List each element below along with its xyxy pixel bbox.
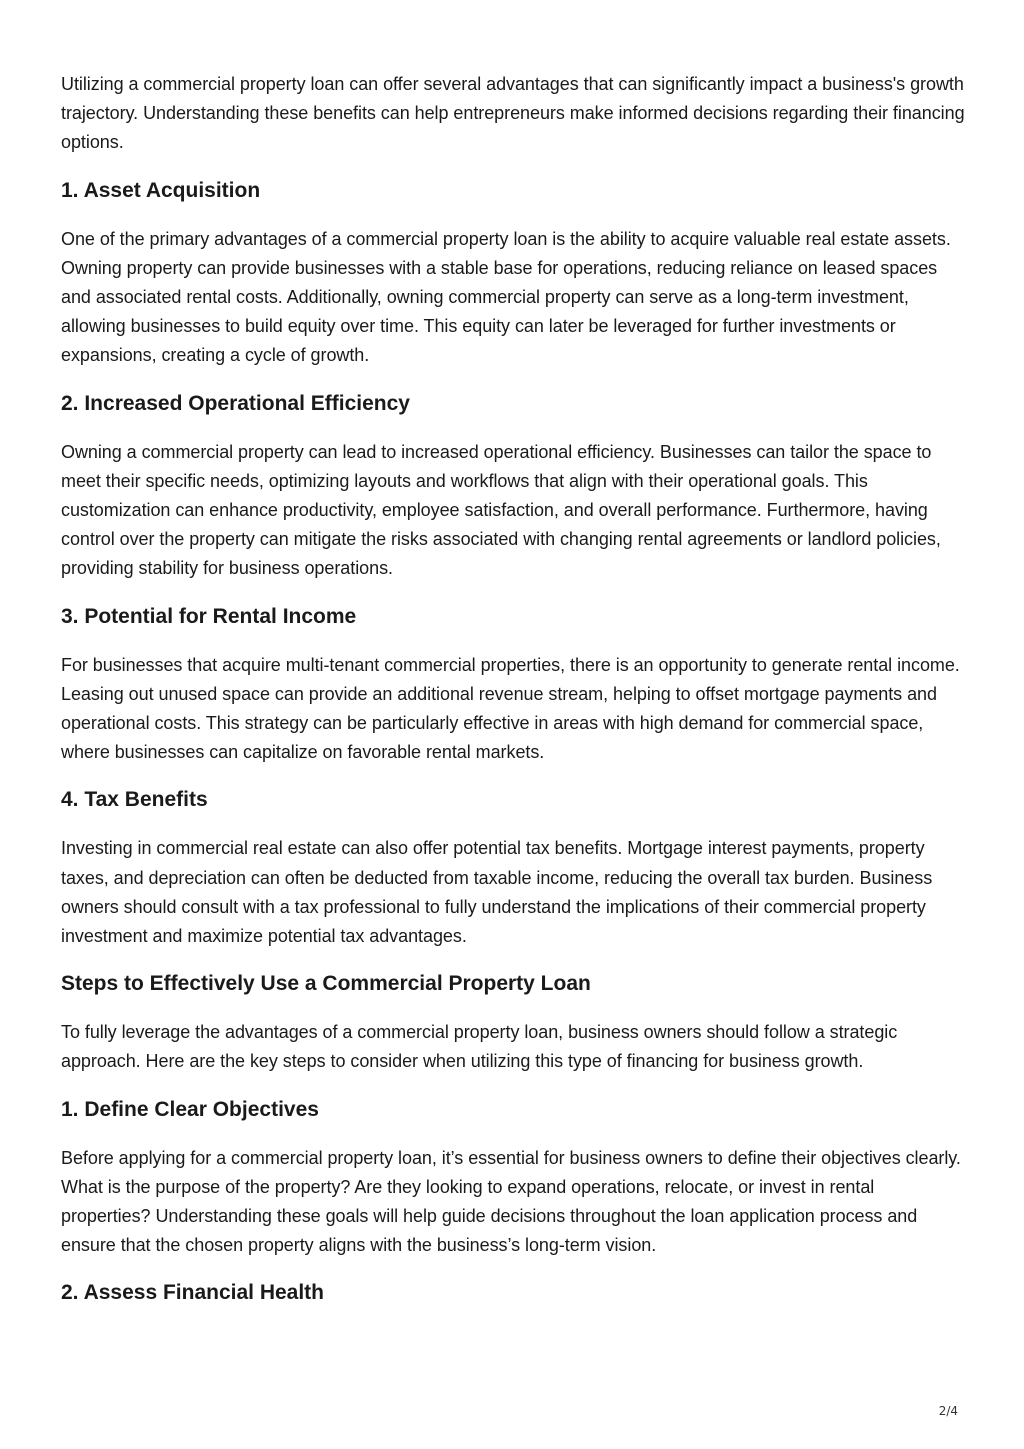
heading-tax-benefits: 4. Tax Benefits bbox=[61, 788, 208, 812]
heading-steps: Steps to Effectively Use a Commercial Property Loan bbox=[61, 972, 591, 996]
heading-define-objectives: 1. Define Clear Objectives bbox=[61, 1097, 319, 1121]
page-number: 2/4 bbox=[938, 1404, 958, 1418]
paragraph-steps: To fully leverage the advantages of a commercial property loan, business owners should follow a strategic approach. Here are the key steps to consider when utilizing this type of financing for business growth. bbox=[61, 1022, 898, 1072]
paragraph-define-objectives: Before applying for a commercial property loan, it’s essential for business owners to define their objectives clearly. What is the purpose of the property? Are they looking to expand operations, relocate, or invest in rental properties? Understanding these goals will help guide decisions throughout the loan application process and ensure that the chosen property aligns with the business’s long-term vision. bbox=[61, 1147, 961, 1256]
heading-financial-health: 2. Assess Financial Health bbox=[61, 1281, 325, 1305]
heading-rental-income: 3. Potential for Rental Income bbox=[61, 604, 357, 628]
paragraph-asset-acquisition: One of the primary advantages of a commercial property loan is the ability to acquire valuable real estate assets. Owning property can provide businesses with a stable base for operations, reducing reliance on leased spaces and associated rental costs. Additionally, owning commercial property can serve as a long-term investment, allowing businesses to build equity over time. This equity can later be leveraged for further investments or expansions, creating a cycle of growth. bbox=[61, 228, 951, 366]
paragraph-rental-income: For businesses that acquire multi-tenant commercial properties, there is an opportunity to generate rental income. Leasing out unused space can provide an additional revenue stream, helping to offset mortgage payments and operational costs. This strategy can be particularly effective in areas with high demand for commercial space, where businesses can capitalize on favorable rental markets. bbox=[61, 654, 960, 763]
intro-paragraph: Utilizing a commercial property loan can offer several advantages that can significantly impact a business's growth trajectory. Understanding these benefits can help entrepreneurs make informed decisions regarding their financing options. bbox=[61, 74, 965, 153]
heading-asset-acquisition: 1. Asset Acquisition bbox=[61, 178, 261, 202]
heading-operational-efficiency: 2. Increased Operational Efficiency bbox=[61, 391, 410, 415]
paragraph-operational-efficiency: Owning a commercial property can lead to increased operational efficiency. Businesses can tailor the space to meet their specific needs, optimizing layouts and workflows that align with their operational goals. This customization can enhance productivity, employee satisfaction, and overall performance. Furthermore, having control over the property can mitigate the risks associated with changing rental agreements or landlord policies, providing stability for business operations. bbox=[61, 441, 941, 579]
paragraph-tax-benefits: Investing in commercial real estate can also offer potential tax benefits. Mortgage interest payments, property taxes, and depreciation can often be deducted from taxable income, reducing the overall tax burden. Business owners should consult with a tax professional to fully understand the implications of their commercial property investment and maximize potential tax advantages. bbox=[61, 838, 933, 947]
document-page bbox=[61, 70, 967, 1327]
